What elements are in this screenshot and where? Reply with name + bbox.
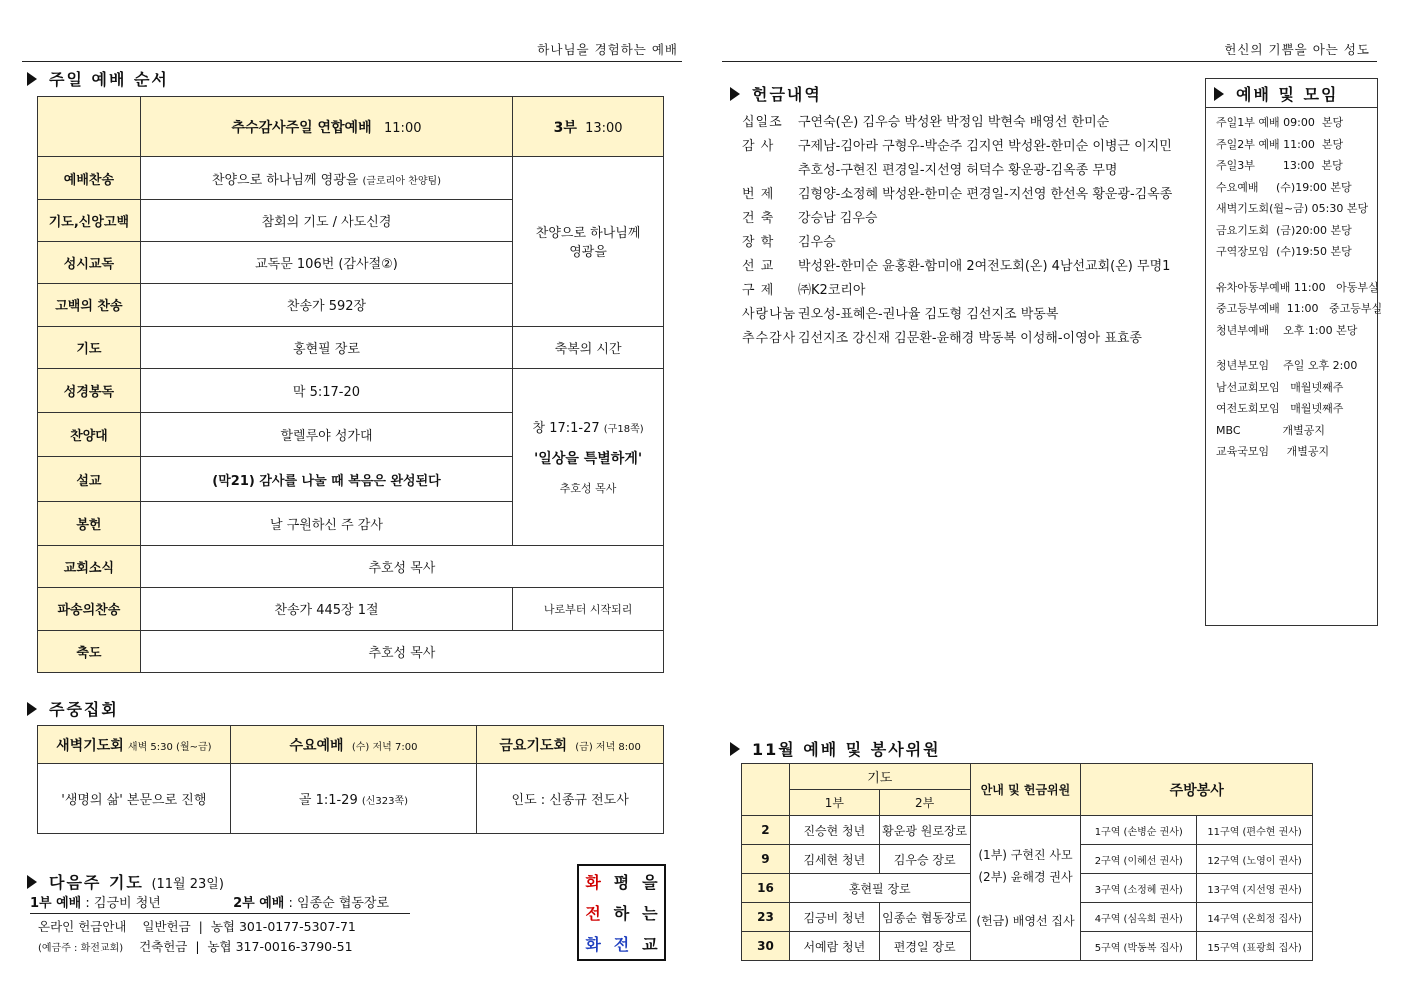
order-value: 찬송가 592장 xyxy=(140,284,512,326)
triangle-bullet-icon xyxy=(27,875,37,889)
offering-row: 구 제 ㈜K2코리아 xyxy=(742,283,866,298)
triangle-bullet-icon xyxy=(27,702,37,716)
offering-row: 십일조 구연숙(온) 김우승 박성완 박정임 박현숙 배영선 한미순 xyxy=(742,115,1110,130)
midweek-head: 새벽기도회 새벽 5:30 (월~금) xyxy=(38,726,231,764)
order-label: 기도 xyxy=(38,326,141,368)
midweek-section-title: 주중집회 xyxy=(27,697,119,720)
duty-prayer-1: 김세현 청년 xyxy=(789,845,879,874)
midweek-head: 금요기도회 (금) 저녁 8:00 xyxy=(477,726,664,764)
header-right: 헌신의 기쁨을 아는 성도 xyxy=(1224,42,1370,57)
order-corner-cell xyxy=(38,97,141,157)
duty-head-2: 2부 xyxy=(879,790,970,816)
order-value: 찬송가 445장 1절 xyxy=(140,588,512,630)
services-box xyxy=(1205,78,1383,626)
order-label: 봉헌 xyxy=(38,501,141,545)
sermon-title: (막21) 감사를 나눌 때 복음은 완성된다 xyxy=(140,457,512,501)
duty-prayer-2: 황운광 원로장로 xyxy=(879,816,970,845)
order-value: 추호성 목사 xyxy=(140,546,663,588)
duty-kitchen: 15구역 (표광희 집사) xyxy=(1197,932,1313,961)
duty-date: 23 xyxy=(742,903,790,932)
services-title: 예배 및 모임 xyxy=(1214,82,1338,105)
service-item: 교육국모임 개별공지 xyxy=(1216,445,1330,458)
service-item: 주일1부 예배 09:00 본당 xyxy=(1216,116,1344,129)
offering-row: 감 사 구제남-김아라 구형우-박순주 김지연 박성완-한미순 이병근 이지민 xyxy=(742,139,1172,154)
triangle-bullet-icon xyxy=(27,72,37,86)
duty-kitchen: 2구역 (이혜선 권사) xyxy=(1081,845,1197,874)
offering-row: 추수감사 김선지조 강신재 김문환-윤해경 박동복 이성해-이영아 표효종 xyxy=(742,331,1142,346)
order-value: 막 5:17-20 xyxy=(140,368,512,412)
triangle-bullet-icon xyxy=(1214,87,1224,101)
duty-prayer-1: 진승현 청년 xyxy=(789,816,879,845)
duty-date: 9 xyxy=(742,845,790,874)
church-slogan-logo: 화 평 을 전 하 는 화 전 교 xyxy=(577,864,666,961)
offering-row: 장 학 김우승 xyxy=(742,235,836,250)
duty-prayer-joint: 홍현필 장로 xyxy=(789,874,970,903)
duty-kitchen: 12구역 (노영이 권사) xyxy=(1197,845,1313,874)
duty-prayer-1: 서예람 청년 xyxy=(789,932,879,961)
midweek-head: 수요예배 (수) 저녁 7:00 xyxy=(230,726,477,764)
duty-kitchen: 3구역 (소정혜 권사) xyxy=(1081,874,1197,903)
duty-section-title: 11월 예배 및 봉사위원 xyxy=(730,737,941,760)
order-value: 날 구원하신 주 감사 xyxy=(140,501,512,545)
service-item: 여전도회모임 매월넷째주 xyxy=(1216,402,1344,415)
service-item xyxy=(1216,341,1382,355)
service-item: 구역장모임 (수)19:50 본당 xyxy=(1216,245,1352,258)
offerings-section-title: 헌금내역 xyxy=(730,82,822,105)
order-value: 찬양으로 하나님께 영광을 (글로리아 찬양팀) xyxy=(140,157,512,199)
triangle-bullet-icon xyxy=(730,742,740,756)
order-head-third: 3부 13:00 xyxy=(513,97,664,157)
order-label: 기도,신앙고백 xyxy=(38,199,141,241)
offering-row: 추호성-구현진 편경일-지선영 허덕수 황운광-김옥종 무명 xyxy=(798,163,1118,178)
offering-row: 선 교 박성완-한미순 윤홍환-함미애 2여전도회(온) 4남선교회(온) 무명1 xyxy=(742,259,1171,274)
duty-head-guide: 안내 및 헌금위원 xyxy=(970,764,1081,816)
duty-guides: (1부) 구현진 사모 (2부) 윤해경 권사 (헌금) 배영선 집사 xyxy=(970,816,1081,961)
midweek-body: 인도 : 신종규 전도사 xyxy=(477,764,664,834)
service-item: MBC 개별공지 xyxy=(1216,423,1325,437)
service-item: 주일2부 예배 11:00 본당 xyxy=(1216,137,1344,151)
order-head-main: 추수감사주일 연합예배 11:00 xyxy=(140,97,512,157)
duty-date: 30 xyxy=(742,932,790,961)
duty-date: 16 xyxy=(742,874,790,903)
next-prayer-title: 다음주 기도 (11월 23일) xyxy=(27,870,224,893)
midweek-table xyxy=(37,725,664,834)
duty-head-kitchen: 주방봉사 xyxy=(1081,764,1313,816)
order-value: 참회의 기도 / 사도신경 xyxy=(140,199,512,241)
midweek-body: '생명의 삶' 본문으로 진행 xyxy=(38,764,231,834)
order-label: 축도 xyxy=(38,630,141,672)
order-label: 찬양대 xyxy=(38,413,141,457)
order-value: 할렐루야 성가대 xyxy=(140,413,512,457)
order-value: 추호성 목사 xyxy=(140,630,663,672)
header-left-rule xyxy=(22,61,682,62)
order-label: 설교 xyxy=(38,457,141,501)
duty-prayer-2: 편경일 장로 xyxy=(879,932,970,961)
order-label: 성경봉독 xyxy=(38,368,141,412)
midweek-body: 골 1:1-29 (신323쪽) xyxy=(230,764,477,834)
worship-order-table xyxy=(37,96,664,673)
duty-kitchen: 4구역 (심옥희 권사) xyxy=(1081,903,1197,932)
duty-kitchen: 11구역 (편수현 권사) xyxy=(1197,816,1313,845)
duty-prayer-2: 임종순 협동장로 xyxy=(879,903,970,932)
building-offering-line: (예금주 : 화전교회) 건축헌금 | 농협 317-0016-3790-51 xyxy=(38,939,353,954)
order-label: 고백의 찬송 xyxy=(38,284,141,326)
duty-kitchen: 14구역 (온희정 집사) xyxy=(1197,903,1313,932)
service-item xyxy=(1216,263,1382,277)
duty-kitchen: 13구역 (지선영 권사) xyxy=(1197,874,1313,903)
third-sermon-cell: 창 17:1-27 (구18쪽) '일상을 특별하게' 추호성 목사 xyxy=(513,368,664,545)
service-item: 주일3부 13:00 본당 xyxy=(1216,159,1343,172)
order-value: 교독문 106번 (감사절②) xyxy=(140,241,512,283)
duty-prayer-1: 김긍비 청년 xyxy=(789,903,879,932)
duty-head-prayer: 기도 xyxy=(789,764,970,790)
service-item: 수요예배 (수)19:00 본당 xyxy=(1216,180,1352,194)
offering-row: 번 제 김형양-소정혜 박성완-한미순 편경일-지선영 한선옥 황운광-김옥종 xyxy=(742,187,1173,202)
duty-corner xyxy=(742,764,790,816)
third-sending-cell: 나로부터 시작되리 xyxy=(513,588,664,630)
service-item: 유차아동부예배 11:00 아동부실 xyxy=(1216,280,1379,294)
offering-row: 사랑나눔 권오성-표혜은-권나율 김도형 김선지조 박동복 xyxy=(742,307,1059,322)
services-list xyxy=(1216,112,1382,463)
duty-prayer-2: 김우승 장로 xyxy=(879,845,970,874)
online-offering-line: 온라인 헌금안내 일반헌금 | 농협 301-0177-5307-71 xyxy=(38,919,356,934)
order-label: 교회소식 xyxy=(38,546,141,588)
service-item: 새벽기도회(월~금) 05:30 본당 xyxy=(1216,202,1369,215)
order-value: 홍현필 장로 xyxy=(140,326,512,368)
third-praise-cell: 찬양으로 하나님께 영광을 xyxy=(513,157,664,326)
order-section-title: 주일 예배 순서 xyxy=(27,67,169,90)
service-item: 중고등부예배 11:00 중고등부실 xyxy=(1216,302,1383,315)
order-label: 예배찬송 xyxy=(38,157,141,199)
duty-roster-table xyxy=(741,763,1313,961)
offering-row: 건 축 강승남 김우승 xyxy=(742,211,878,226)
service-item: 금요기도회 (금)20:00 본당 xyxy=(1216,223,1352,237)
order-label: 성시교독 xyxy=(38,241,141,283)
header-left: 하나님을 경험하는 예배 xyxy=(537,42,678,57)
duty-head-1: 1부 xyxy=(789,790,879,816)
triangle-bullet-icon xyxy=(730,87,740,101)
service-item: 남선교회모임 매월넷째주 xyxy=(1216,380,1344,394)
service-item: 청년부예배 오후 1:00 본당 xyxy=(1216,323,1358,337)
header-right-rule xyxy=(722,61,1377,62)
order-label: 파송의찬송 xyxy=(38,588,141,630)
duty-kitchen: 1구역 (손병순 권사) xyxy=(1081,816,1197,845)
next-prayer-names: 1부 예배 : 김긍비 청년 2부 예배 : 임종순 협동장로 xyxy=(30,892,410,914)
duty-kitchen: 5구역 (박동복 집사) xyxy=(1081,932,1197,961)
third-blessing-cell: 축복의 시간 xyxy=(513,326,664,368)
duty-date: 2 xyxy=(742,816,790,845)
service-item: 청년부모임 주일 오후 2:00 xyxy=(1216,359,1358,372)
